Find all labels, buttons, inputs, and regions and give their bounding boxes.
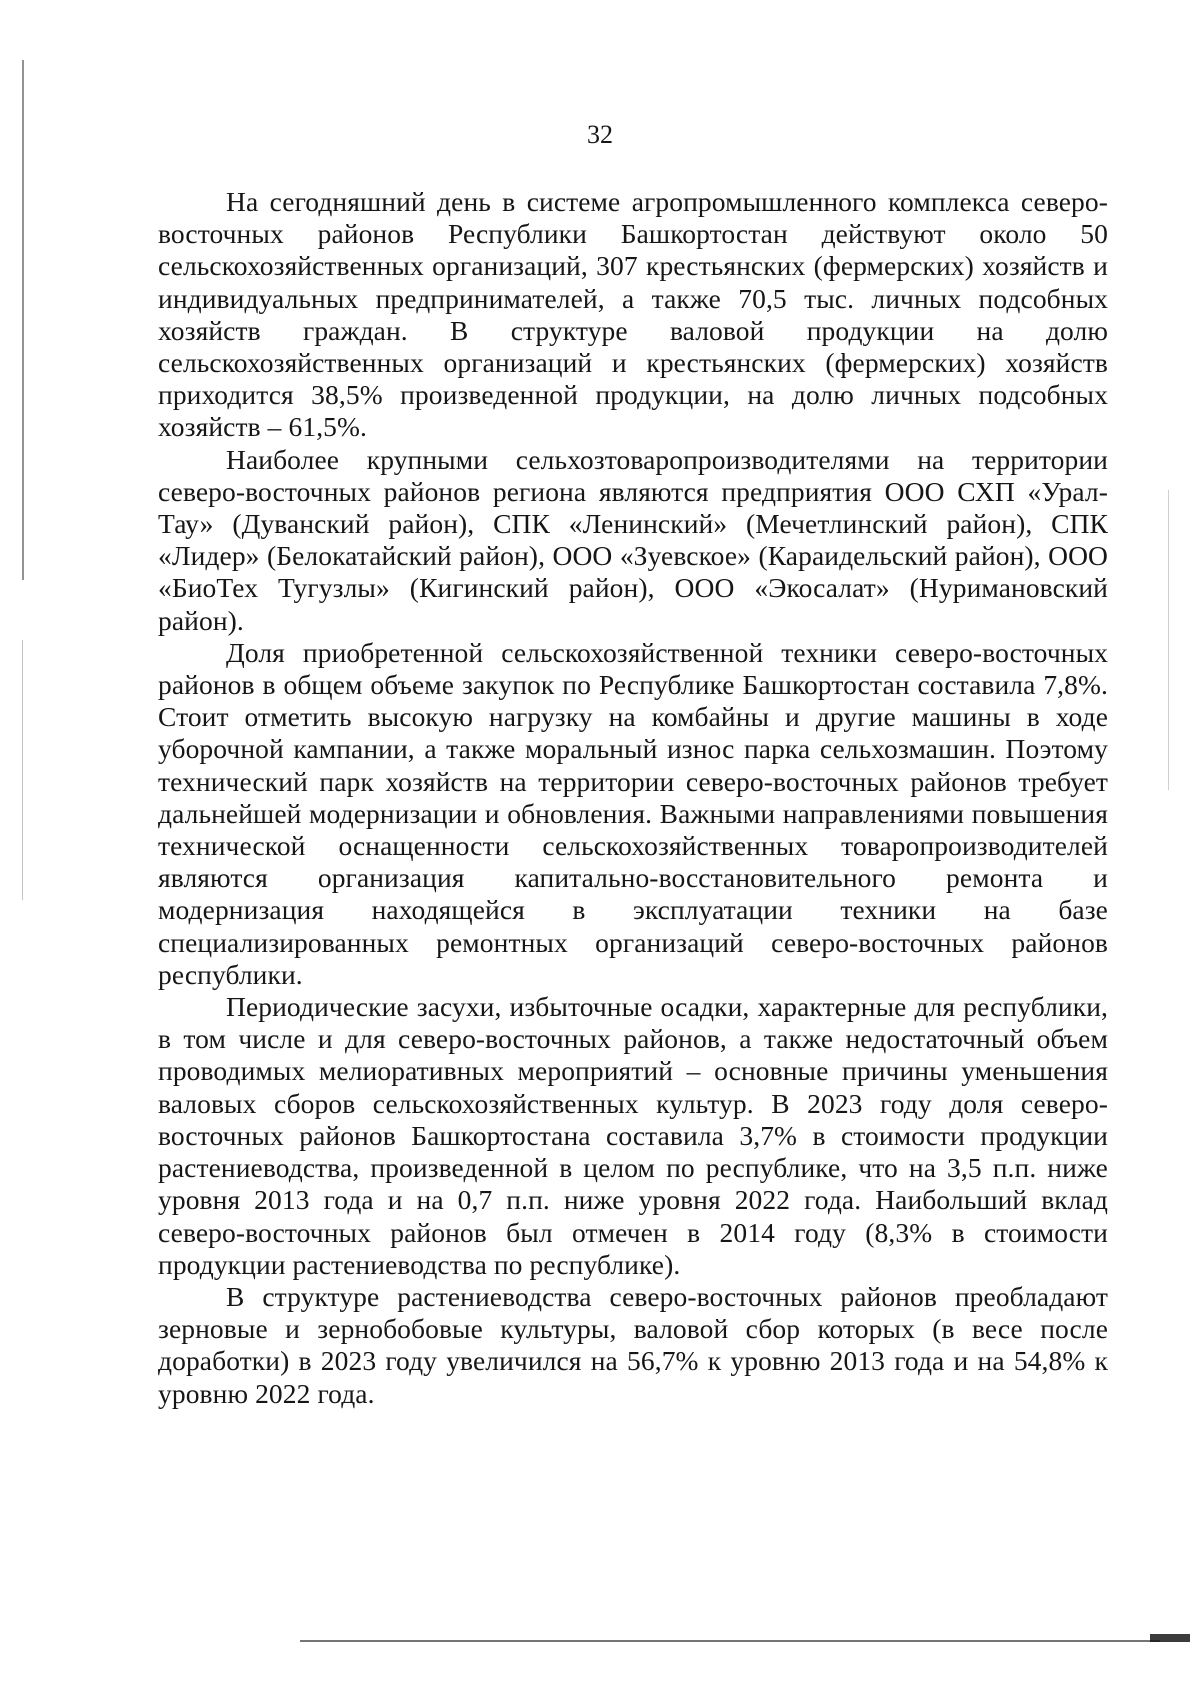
body-text [158,186,1108,1410]
paragraph-machinery: Доля приобретенной сельскохозяйственной техники северо-восточных районов в общем объеме закупок по Республике Башкортостан составила 7,8%. Стоит отметить высокую нагрузку на комбайны и другие машины в ходе уборочной кампании, а также моральный износ парка сельхозмашин. Поэтому технический парк хозяйств на территории северо-восточных районов требует дальнейшей модернизации и обновления. Важными направлениями повышения технической оснащенности сельскохозяйственных товаропроизводителей являются организация капитально-восстановительного ремонта и модернизация находящейся в эксплуатации техники на базе специализированных ремонтных организаций северо-восточных районов республики. [158,636,1108,990]
paragraph-crop-production: Периодические засухи, избыточные осадки, характерные для республики, в том числе и для северо-восточных районов, а также недостаточный объем проводимых мелиоративных мероприятий – основные причины уменьшения валовых сборов сельскохозяйственных культур. В 2023 году доля северо-восточных районов Башкортостана составила 3,7% в стоимости продукции растениеводства, произведенной в целом по республике, что на 3,5 п.п. ниже уровня 2013 года и на 0,7 п.п. ниже уровня 2022 года. Наибольший вклад северо-восточных районов был отмечен в 2014 году (8,3% в стоимости продукции растениеводства по республике). [158,991,1108,1280]
scan-edge-bottom [300,1640,1160,1642]
scan-edge-right [1168,490,1169,790]
page-number: 32 [587,120,613,149]
scan-edge-left-lower [22,640,23,900]
paragraph-largest-producers: Наиболее крупными сельхозтоваропроизводителями на территории северо-восточных районов региона являются предприятия ООО СХП «Урал-Тау» (Дуванский район), СПК «Ленинский» (Мечетлинский район), СПК «Лидер» (Белокатайский район), ООО «Зуевское» (Караидельский район), ООО «БиоТех Тугузлы» (Кигинский район), ООО «Экосалат» (Нуримановский район). [158,443,1108,636]
paragraph-agro-complex: На сегодняшний день в системе агропромышленного комплекса северо-восточных районов Республики Башкортостан действуют около 50 сельскохозяйственных организаций, 307 крестьянских (фермерских) хозяйств и индивидуальных предпринимателей, а также 70,5 тыс. личных подсобных хозяйств граждан. В структуре валовой продукции на долю сельскохозяйственных организаций и крестьянских (фермерских) хозяйств приходится 38,5% произведенной продукции, на долю личных подсобных хозяйств – 61,5%. [158,186,1108,443]
paragraph-grain-crops: В структуре растениеводства северо-восточных районов преобладают зерновые и зернобобовые культуры, валовой сбор которых (в весе после доработки) в 2023 году увеличился на 56,7% к уровню 2013 года и на 54,8% к уровню 2022 года. [158,1280,1108,1409]
scan-mark-bottom-right [1150,1634,1190,1642]
scan-edge-left [22,60,24,580]
